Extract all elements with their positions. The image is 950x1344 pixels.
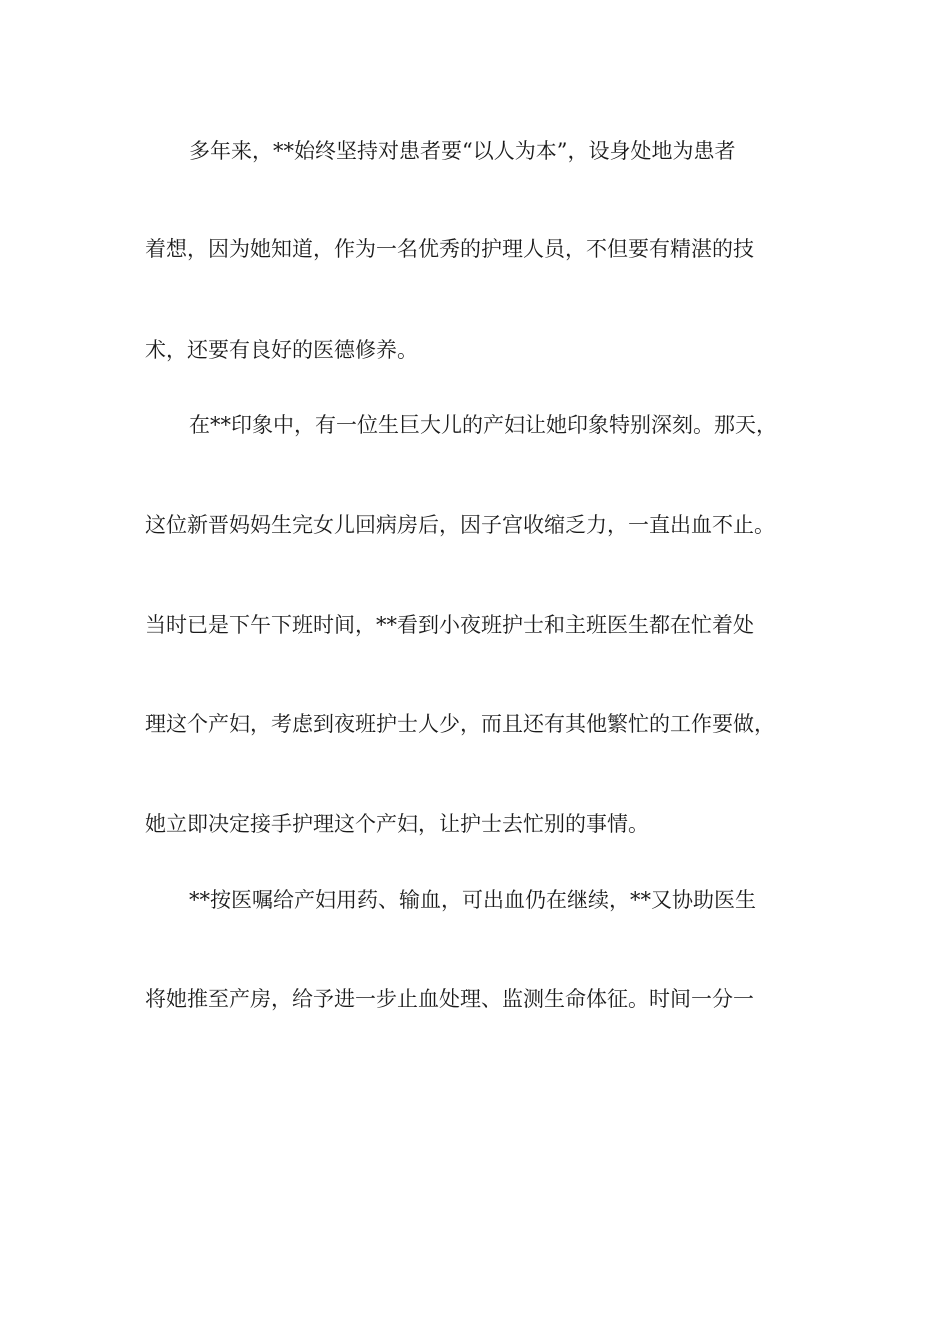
paragraph-2-line-2: 这位新晋妈妈生完女儿回病房后，因子宫收缩乏力，一直出血不止。 [145, 513, 775, 537]
paragraph-1-line-2: 着想，因为她知道，作为一名优秀的护理人员，不但要有精湛的技 [145, 237, 754, 261]
paragraph-2-line-4: 理这个产妇，考虑到夜班护士人少，而且还有其他繁忙的工作要做， [145, 712, 775, 736]
paragraph-3-line-1: **按医嘱给产妇用药、输血，可出血仍在继续，**又协助医生 [189, 888, 756, 912]
paragraph-1-line-1: 多年来，**始终坚持对患者要“以人为本”，设身处地为患者 [189, 139, 736, 163]
paragraph-3-line-2: 将她推至产房，给予进一步止血处理、监测生命体征。时间一分一 [145, 987, 754, 1011]
paragraph-2-line-1: 在**印象中，有一位生巨大儿的产妇让她印象特别深刻。那天， [189, 413, 777, 437]
paragraph-1-line-3: 术，还要有良好的医德修养。 [145, 338, 418, 362]
paragraph-2-line-3: 当时已是下午下班时间，**看到小夜班护士和主班医生都在忙着处 [145, 613, 754, 637]
paragraph-2-line-5: 她立即决定接手护理这个产妇，让护士去忙别的事情。 [145, 812, 649, 836]
